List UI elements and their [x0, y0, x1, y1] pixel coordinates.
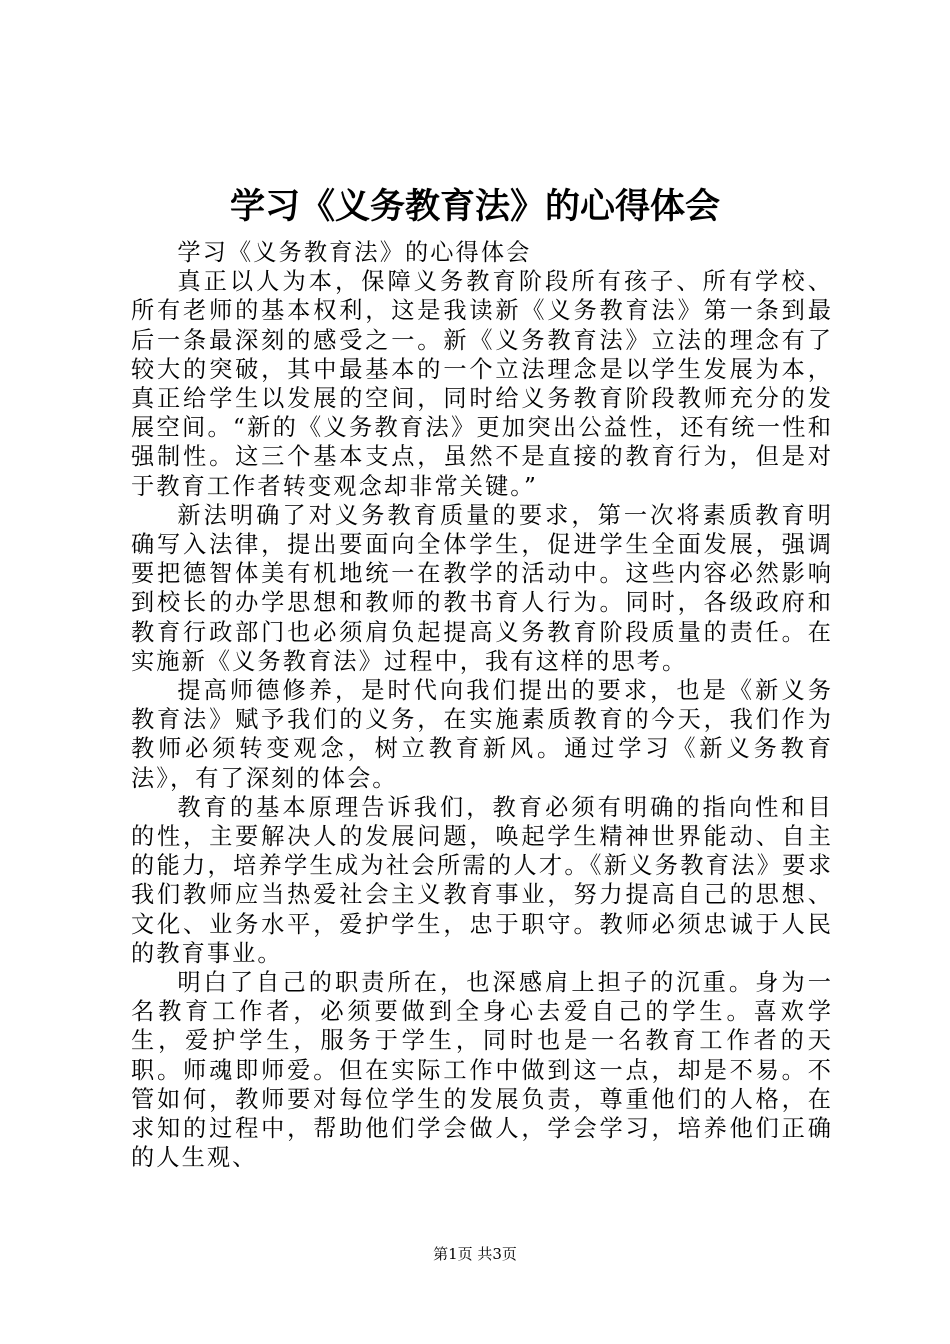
paragraph-subtitle: 学习《义务教育法》的心得体会 [177, 239, 532, 266]
paragraph-2: 新法明确了对义务教育质量的要求，第一次将素质教育明确写入法律，提出要面向全体学生，促进学生全面发展，强调要把德智体美有机地统一在教学的活动中。这些内容必然影响到校长的办学思想和教师的教书育人行为。同时，各级政府和教育行政部门也必须肩负起提高义务教育阶段质量的责任。在实施新《义务教育法》过程中，我有这样的思考。 [131, 501, 833, 675]
document-body [131, 238, 833, 1173]
paragraph-3: 提高师德修养，是时代向我们提出的要求，也是《新义务教育法》赋予我们的义务，在实施素质教育的今天，我们作为教师必须转变观念，树立教育新风。通过学习《新义务教育法》，有了深刻的体会。 [131, 677, 833, 792]
paragraph-1: 真正以人为本，保障义务教育阶段所有孩子、所有学校、所有老师的基本权利，这是我读新《义务教育法》第一条到最后一条最深刻的感受之一。新《义务教育法》立法的理念有了较大的突破，其中最基本的一个立法理念是以学生发展为本，真正给学生以发展的空间，同时给义务教育阶段教师充分的发展空间。“新的《义务教育法》更加突出公益性，还有统一性和强制性。这三个基本支点，虽然不是直接的教育行为，但是对于教育工作者转变观念却非常关键。” [131, 268, 833, 500]
document-title: 学习《义务教育法》的心得体会 [229, 186, 720, 227]
page-footer: 第1页 共3页 [433, 1245, 517, 1263]
paragraph-5: 明白了自己的职责所在，也深感肩上担子的沉重。身为一名教育工作者，必须要做到全身心去爱自己的学生。喜欢学生，爱护学生，服务于学生，同时也是一名教育工作者的天职。师魂即师爱。但在实际工作中做到这一点，却是不易。不管如何，教师要对每位学生的发展负责，尊重他们的人格，在求知的过程中，帮助他们学会做人，学会学习，培养他们正确的人生观、 [131, 969, 833, 1172]
paragraph-4: 教育的基本原理告诉我们，教育必须有明确的指向性和目的性，主要解决人的发展问题，唤起学生精神世界能动、自主的能力，培养学生成为社会所需的人才。《新义务教育法》要求我们教师应当热爱社会主义教育事业，努力提高自己的思想、文化、业务水平，爱护学生，忠于职守。教师必须忠诚于人民的教育事业。 [131, 793, 833, 967]
